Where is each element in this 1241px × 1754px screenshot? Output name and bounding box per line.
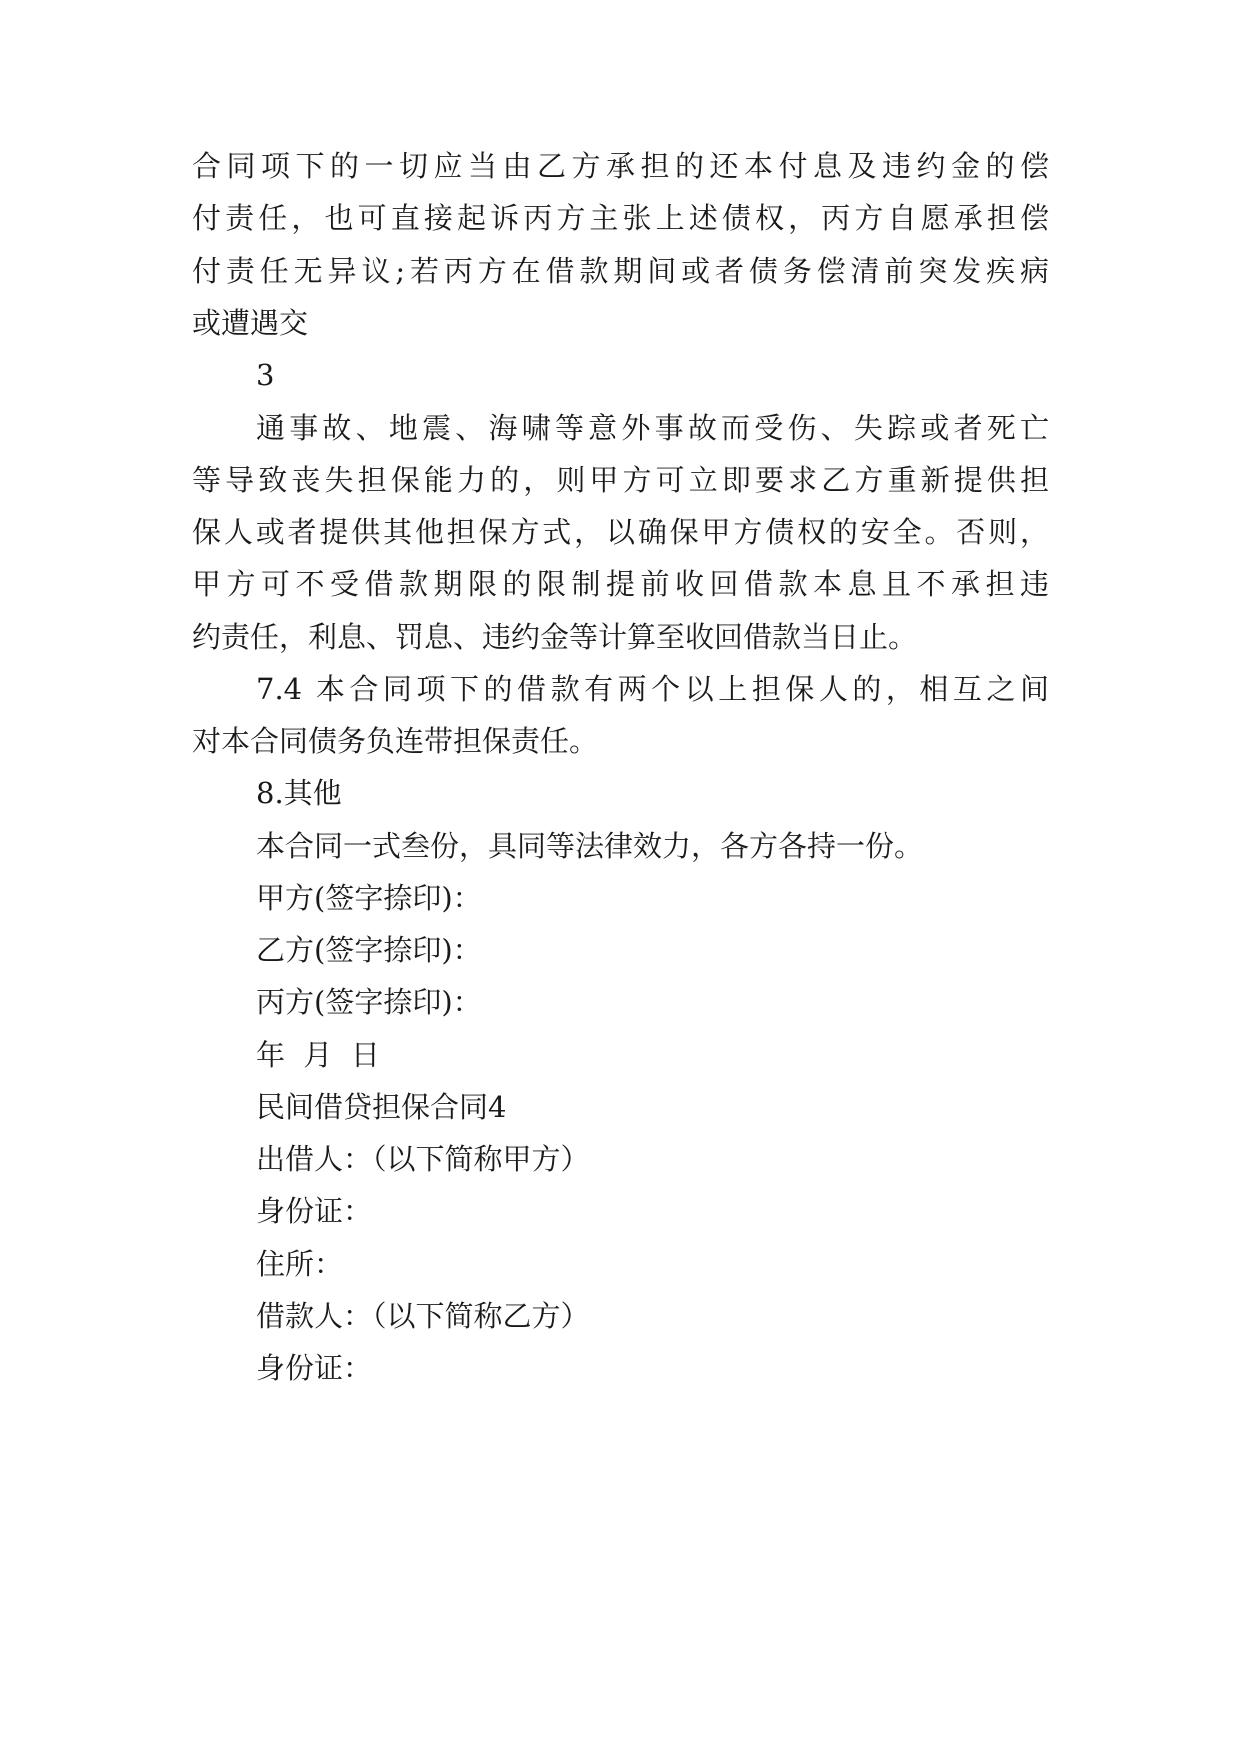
address-field: 住所： bbox=[256, 1247, 344, 1281]
paragraph-line: 本合同一式叁份，具同等法律效力，各方各持一份。 bbox=[256, 829, 924, 863]
paragraph-line: 约责任，利息、罚息、违约金等计算至收回借款当日止。 bbox=[192, 620, 918, 654]
paragraph-line: 甲方可不受借款期限的限制提前收回借款本息且不承担违 bbox=[192, 567, 1049, 601]
section-heading: 8.其他 bbox=[256, 776, 342, 810]
paragraph-line: 对本合同债务负连带担保责任。 bbox=[192, 724, 599, 758]
signature-line-party-a: 甲方(签字捺印)： bbox=[256, 881, 482, 915]
date-line: 年 月 日 bbox=[256, 1038, 380, 1072]
clause-7-4: 7.4 本合同项下的借款有两个以上担保人的，相互之间 bbox=[256, 672, 1049, 706]
signature-line-party-c: 丙方(签字捺印)： bbox=[256, 985, 482, 1019]
paragraph-line: 等导致丧失担保能力的，则甲方可立即要求乙方重新提供担 bbox=[192, 463, 1049, 497]
paragraph-line: 付责任，也可直接起诉丙方主张上述债权，丙方自愿承担偿 bbox=[192, 201, 1049, 235]
signature-line-party-b: 乙方(签字捺印)： bbox=[256, 933, 482, 967]
borrower-field: 借款人：（以下简称乙方） bbox=[256, 1299, 590, 1333]
paragraph-line: 合同项下的一切应当由乙方承担的还本付息及违约金的偿 bbox=[192, 149, 1049, 183]
paragraph-line: 保人或者提供其他担保方式，以确保甲方债权的安全。否则， bbox=[192, 515, 1049, 549]
id-card-field: 身份证： bbox=[256, 1194, 373, 1228]
paragraph-line: 或遭遇交 bbox=[192, 306, 309, 340]
paragraph-line: 付责任无异议;若丙方在借款期间或者债务偿清前突发疾病 bbox=[192, 254, 1049, 288]
id-card-field: 身份证： bbox=[256, 1351, 373, 1385]
page-number: 3 bbox=[256, 358, 275, 392]
lender-field: 出借人：（以下简称甲方） bbox=[256, 1142, 590, 1176]
paragraph-line: 通事故、地震、海啸等意外事故而受伤、失踪或者死亡 bbox=[256, 411, 1049, 445]
contract-title: 民间借贷担保合同4 bbox=[256, 1090, 507, 1124]
